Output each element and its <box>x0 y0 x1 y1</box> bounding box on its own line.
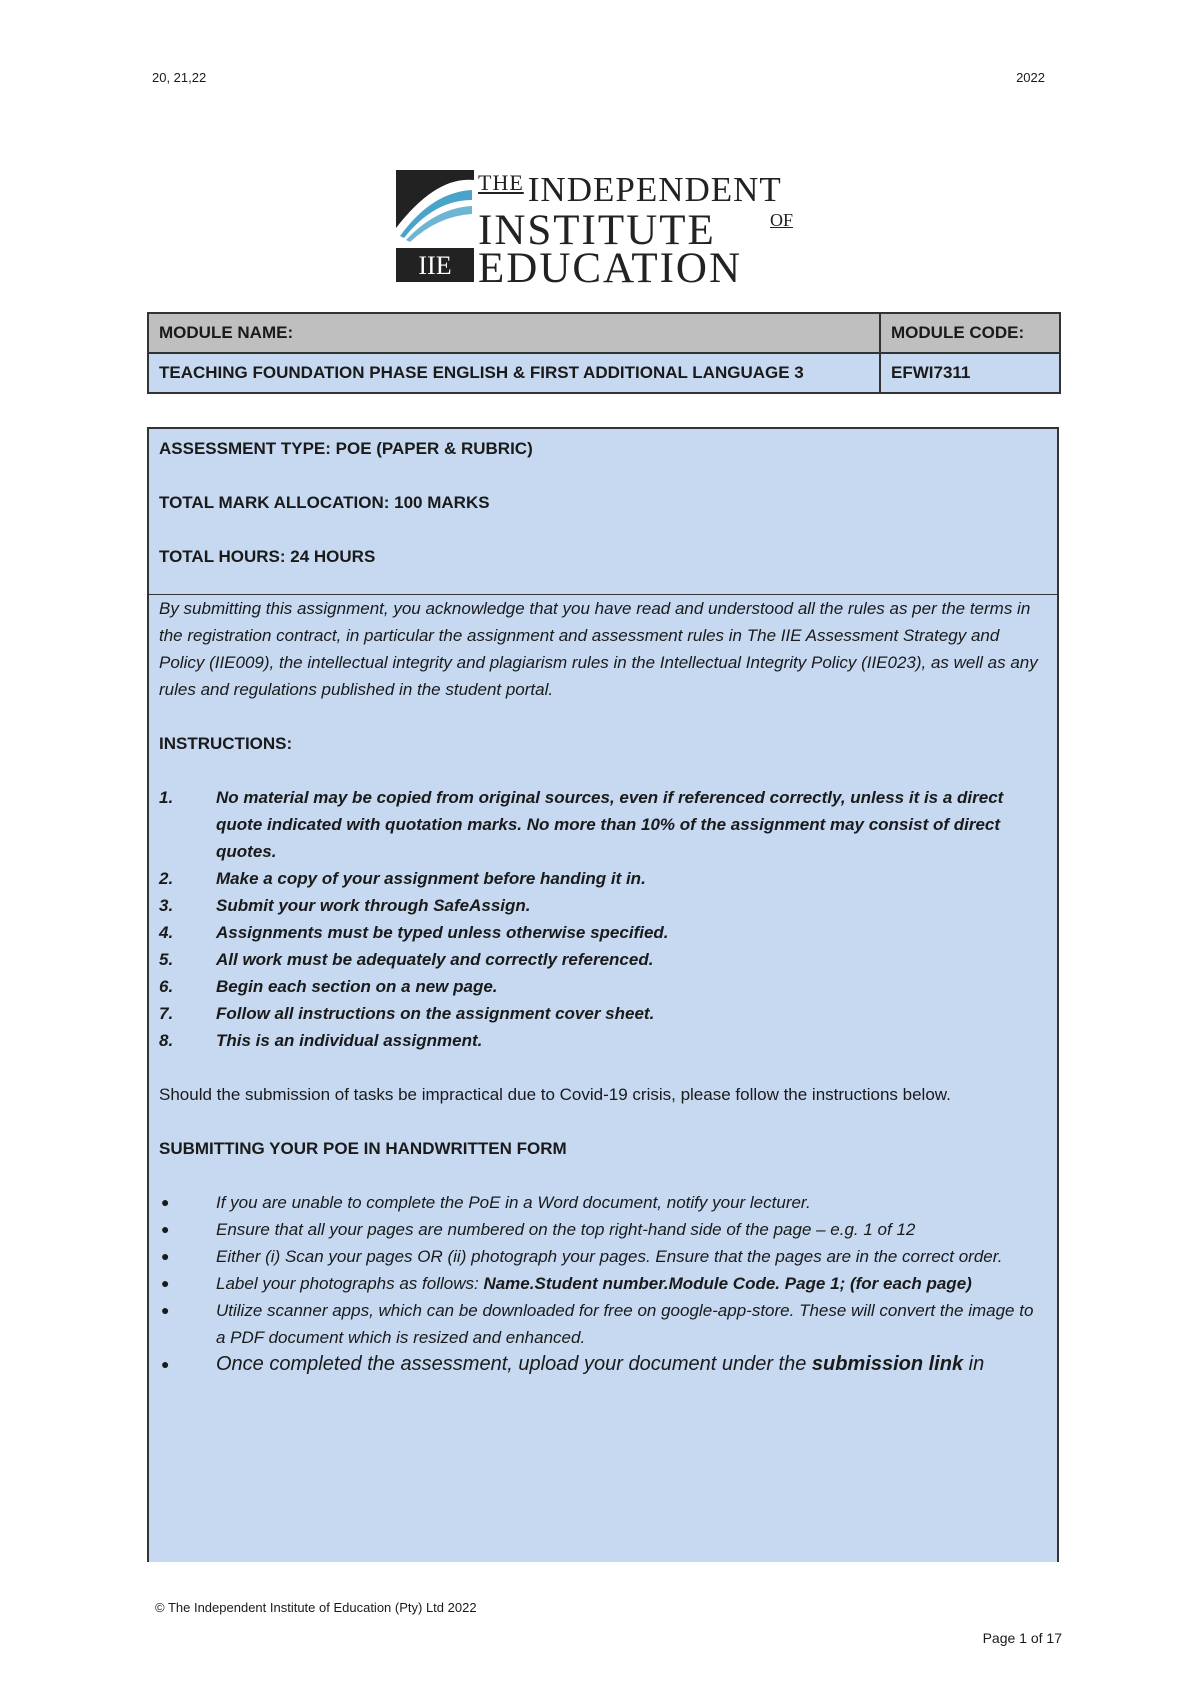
handwritten-item: ● Either (i) Scan your pages OR (ii) photograph your pages. Ensure that the pages are in the correct order. <box>159 1243 1047 1270</box>
logo-the: THE <box>478 170 524 195</box>
total-marks: TOTAL MARK ALLOCATION: 100 MARKS <box>159 493 490 512</box>
instruction-item: 3. Submit your work through SafeAssign. <box>159 896 531 915</box>
bullet-icon: ● <box>161 1356 170 1372</box>
section-divider <box>149 594 1057 595</box>
handwritten-item: ● Ensure that all your pages are numbered on the top right-hand side of the page – e.g. 1 of 12 <box>159 1216 1047 1243</box>
module-name: TEACHING FOUNDATION PHASE ENGLISH & FIRST ADDITIONAL LANGUAGE 3 <box>148 353 880 393</box>
instruction-item: 5. All work must be adequately and correctly referenced. <box>159 950 654 969</box>
handwritten-item: ● Label your photographs as follows: Name.Student number.Module Code. Page 1; (for each page) <box>159 1270 1047 1297</box>
covid-note: Should the submission of tasks be impractical due to Covid-19 crisis, please follow the instructions below. <box>159 1085 951 1104</box>
footer-copyright: © The Independent Institute of Education (Pty) Ltd 2022 <box>155 1600 477 1615</box>
header-left: 20, 21,22 <box>152 70 207 85</box>
declaration-text: By submitting this assignment, you acknowledge that you have read and understood all the rules as per the terms in the registration contract, in particular the assignment and assessment rules in The IIE Assessment Strategy and Policy (IIE009), the intellectual integrity and plagiarism rules in the Intellectual Integrity Policy (IIE023), as well as any rules and regulations published in the student portal. <box>159 599 1038 699</box>
handwritten-item: ● If you are unable to complete the PoE in a Word document, notify your lecturer. <box>159 1189 1047 1216</box>
module-name-label: MODULE NAME: <box>148 313 880 353</box>
bullet-icon: ● <box>161 1194 170 1210</box>
bullet-icon: ● <box>161 1221 170 1237</box>
bullet-icon: ● <box>161 1248 170 1264</box>
instruction-item: 2. Make a copy of your assignment before handing it in. <box>159 869 646 888</box>
handwritten-heading: SUBMITTING YOUR POE IN HANDWRITTEN FORM <box>159 1139 567 1158</box>
module-table <box>147 312 1061 394</box>
logo-of: OF <box>770 210 794 230</box>
bullet-icon: ● <box>161 1275 170 1291</box>
handwritten-item: ● Once completed the assessment, upload your document under the submission link in <box>159 1351 1047 1378</box>
instructions-list <box>159 784 1047 1054</box>
assessment-type: ASSESSMENT TYPE: POE (PAPER & RUBRIC) <box>159 439 533 458</box>
assessment-box <box>147 427 1059 1562</box>
instruction-item: 6. Begin each section on a new page. <box>159 977 498 996</box>
total-hours: TOTAL HOURS: 24 HOURS <box>159 547 376 566</box>
handwritten-list <box>159 1189 1047 1378</box>
header-right: 2022 <box>1016 70 1045 85</box>
logo-education: EDUCATION <box>478 245 743 292</box>
logo-independent: INDEPENDENT <box>527 170 782 209</box>
module-code: EFWI7311 <box>880 353 1060 393</box>
instructions-heading: INSTRUCTIONS: <box>159 734 293 753</box>
iie-logo <box>396 170 816 292</box>
logo-institute: INSTITUTE <box>478 207 716 254</box>
iie-logo-mark-icon <box>396 170 474 282</box>
footer-page-number: Page 1 of 17 <box>982 1630 1062 1646</box>
instruction-item: 1. No material may be copied from original sources, even if referenced correctly, unless it is a direct quote indicated with quotation marks. No more than 10% of the assignment may consist of direct quotes. <box>159 788 1004 861</box>
instruction-item: 8. This is an individual assignment. <box>159 1031 483 1050</box>
instruction-item: 4. Assignments must be typed unless otherwise specified. <box>159 923 669 942</box>
handwritten-item: ● Utilize scanner apps, which can be downloaded for free on google-app-store. These will convert the image to a PDF document which is resized and enhanced. <box>159 1297 1047 1351</box>
bullet-icon: ● <box>161 1302 170 1318</box>
svg-text:IIE: IIE <box>418 251 452 280</box>
instruction-item: 7. Follow all instructions on the assignment cover sheet. <box>159 1004 655 1023</box>
module-code-label: MODULE CODE: <box>880 313 1060 353</box>
